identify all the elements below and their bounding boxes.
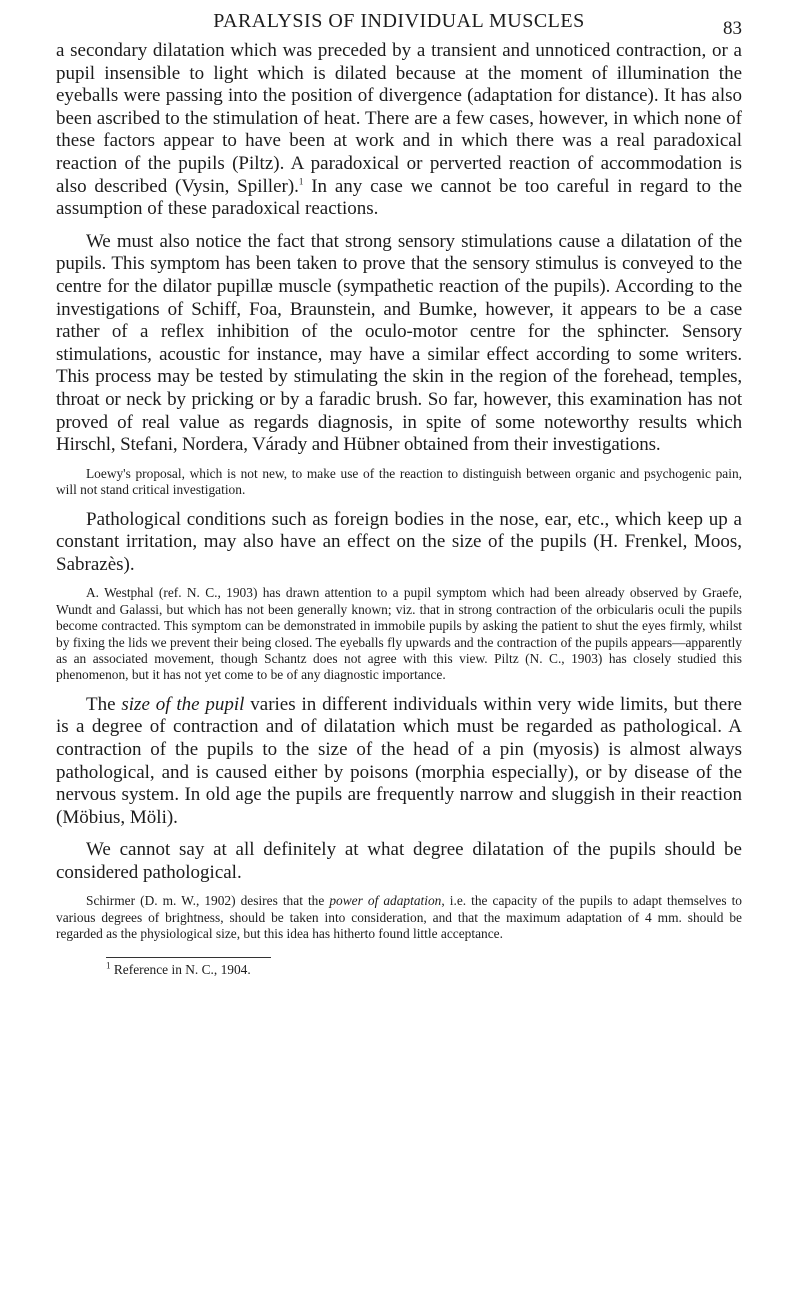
page-header: [56, 6, 742, 40]
main-text-2: [56, 509, 742, 577]
paragraph-pupil-size: The size of the pupil varies in different individuals within very wide limits, but there is a degree of contraction and of dilatation which must be regarded as pathological. A contraction of the pupils to the size of the head of a pin (myosis) is almost always pathological, and is caused either by poisons (morphia especially), or by disease of the nervous system. In old age the pupils are frequently narrow and sluggish in their reaction (Möbius, Möli).: [56, 693, 742, 828]
paragraph-paradoxical-reaction: a secondary dilatation which was preceded by a transient and unnoticed contraction, or a pupil insensible to light which is dilated because at the moment of illumination the eyeballs were passing into the position of divergence (adaptation for distance). It has also been ascribed to the stimulation of heat. There are a few cases, however, in which none of these factors appear to have been at work and in which there was a real paradoxical reaction of the pupils (Piltz). A paradoxical or perverted reaction of accommodation is also described (Vysin, Spiller).$^1$ In any case we cannot be too careful in regard to the assumption of these paradoxical reactions.: [56, 40, 742, 220]
paragraph-schirmer: Schirmer (D. m. W., 1902) desires that the power of adaptation, i.e. the capacity of the pupils to adapt themselves to various degrees of brightness, should be taken into consideration, and that the maximum adaptation of 4 mm. should be regarded as the physiological size, but this idea has hitherto found little acceptance.: [56, 893, 742, 942]
paragraph-loewy: Loewy's proposal, which is not new, to make use of the reaction to distinguish between organic and psychogenic pain, will not stand critical investigation.: [56, 465, 742, 498]
main-text-3: [56, 694, 742, 885]
main-text: [56, 40, 742, 457]
footnote-text: Reference in N. C., 1904.: [113, 961, 251, 977]
small-print-block-3: [56, 893, 742, 942]
paragraph-westphal: A. Westphal (ref. N. C., 1903) has drawn attention to a pupil symptom which had been already observed by Graefe, Wundt and Galassi, but which has not been generally known; viz. that in strong contraction of the orbicularis oculi the pupils become contracted. This symptom can be demonstrated in immobile pupils by asking the patient to shut the eyes firmly, whilst by fixing the lids we prevent their being closed. The eyeballs fly upwards and the contraction of the pupils appears—apparently as an associated movement, though Schantz does not agree with this view. Piltz (N. C., 1903) has closely studied this phenomenon, but it has not yet come to be of any diagnostic importance.: [56, 585, 742, 683]
paragraph-dilatation-degree: We cannot say at all definitely at what degree dilatation of the pupils should be considered pathological.: [56, 839, 742, 883]
paragraph-pathological-conditions: Pathological conditions such as foreign bodies in the nose, ear, etc., which keep up a constant irritation, may also have an effect on the size of the pupils (H. Frenkel, Moos, Sabrazès).: [56, 508, 742, 575]
page-number: 83: [723, 18, 742, 39]
paragraph-sensory-stimulation: We must also notice the fact that strong sensory stimulations cause a dilatation of the pupils. This symptom has been taken to prove that the sensory stimulus is conveyed to the centre for the dilator pupillæ muscle (sympathetic reaction of the pupils). According to the investigations of Schiff, Foa, Braunstein, and Bumke, however, it appears to be a case rather of a reflex inhibition of the oculo-motor centre for the sphincter. Sensory stimulations, acoustic for instance, may have a similar effect according to some writers. This process may be tested by stimulating the skin in the region of the forehead, temples, throat or neck by pricking or by a faradic brush. So far, however, this examination has not proved of real value as regards diagnosis, in spite of some noteworthy results which Hirschl, Stefani, Nordera, Várady and Hübner obtained from their investigations.: [56, 230, 742, 456]
footnote-marker: 1: [106, 960, 111, 971]
italic-term: power of adaptation: [329, 893, 442, 909]
italic-term: size of the pupil: [121, 693, 245, 715]
small-print-block-1: [56, 466, 742, 499]
footnote: [56, 962, 742, 978]
footnote-reference[interactable]: 1: [298, 176, 304, 187]
footnote-divider: [106, 957, 271, 958]
running-head: PARALYSIS OF INDIVIDUAL MUSCLES: [213, 10, 585, 32]
small-print-block-2: [56, 585, 742, 683]
